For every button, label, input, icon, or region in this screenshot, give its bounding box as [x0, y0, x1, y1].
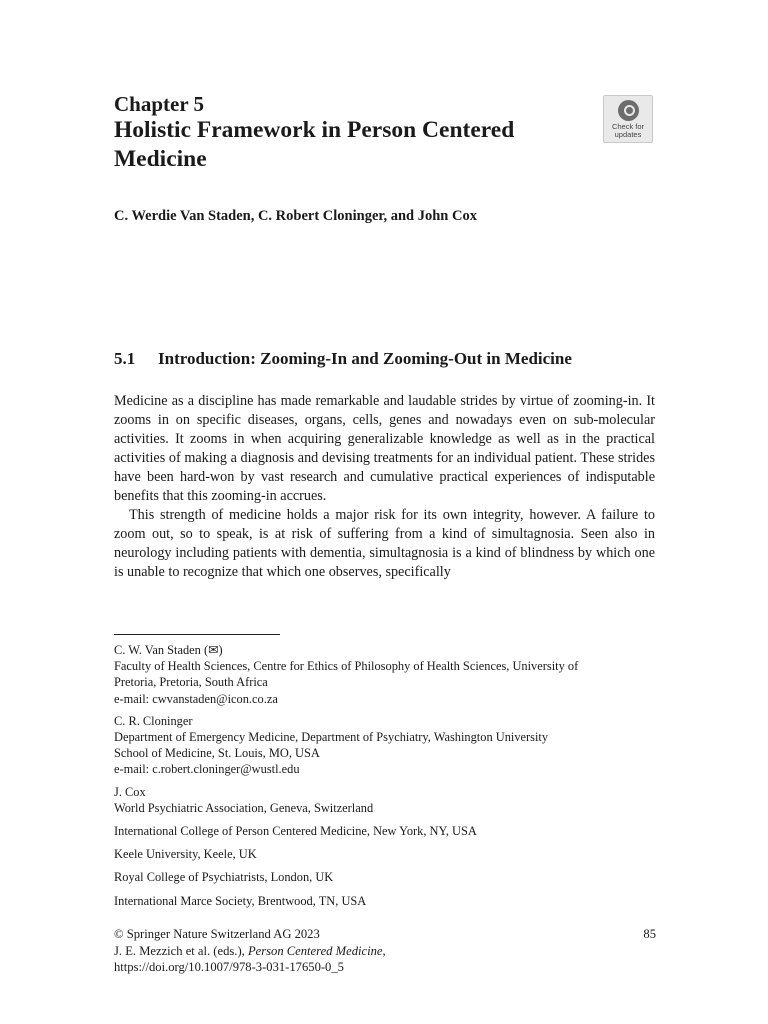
section-heading: [114, 348, 572, 369]
copyright-block: [114, 926, 386, 976]
footnote-affiliation: Department of Emergency Medicine, Department of Psychiatry, Washington University: [114, 730, 549, 745]
paragraph-1: Medicine as a discipline has made remarkable and laudable strides by virtue of zooming-in. It zooms in on specific diseases, organs, cells, genes and nowadays even on sub-molecular activities. It zooms in when acquiring generalizable knowledge as well as in the practical activities of making a diagnosis and devising treatments for an individual patient. These strides have been hard-won by vast research and cumulative practical experiences of indisputable benefits that this zooming-in accrues.: [114, 393, 655, 504]
book-citation: J. E. Mezzich et al. (eds.), Person Centered Medicine,: [114, 943, 386, 958]
footnote-divider: [114, 634, 280, 635]
footnote-author-3: [114, 784, 655, 816]
author-list: C. Werdie Van Staden, C. Robert Cloninger, and John Cox: [114, 208, 477, 224]
footnote-name: C. R. Cloninger: [114, 713, 193, 728]
section-number: 5.1: [114, 349, 136, 368]
footnote-author-1: [114, 642, 655, 707]
badge-line-1: Check for: [611, 122, 645, 131]
check-for-updates-badge[interactable]: [603, 95, 653, 143]
chapter-label: Chapter 5: [114, 92, 205, 116]
book-title: Person Centered Medicine: [247, 943, 383, 958]
footnote-email[interactable]: e-mail: c.robert.cloninger@wustl.edu: [114, 762, 300, 777]
body-text: [114, 392, 655, 582]
badge-line-2: updates: [614, 130, 642, 139]
paragraph-2: This strength of medicine holds a major risk for its own integrity, however. A failure to zoom out, so to speak, is at risk of suffering from a kind of simultagnosia. Seen also in neurology including patients with dementia, simultagnosia is a kind of blindness by which one is unable to recognize that which one observes, specifically: [114, 507, 655, 580]
footnote-affiliation-extra: Royal College of Psychiatrists, London, UK: [114, 870, 334, 885]
author-footnotes: [114, 642, 655, 916]
footnote-email[interactable]: e-mail: cwvanstaden@icon.co.za: [114, 691, 278, 706]
footnote-affiliation: School of Medicine, St. Louis, MO, USA: [114, 746, 320, 761]
page-number: 85: [643, 927, 656, 941]
doi-link[interactable]: https://doi.org/10.1007/978-3-031-17650-0_5: [114, 960, 344, 974]
footnote-affiliation: Faculty of Health Sciences, Centre for Ethics of Philosophy of Health Sciences, University of: [114, 659, 579, 674]
footnote-name: J. Cox: [114, 784, 146, 799]
footnote-affiliation-extra: Keele University, Keele, UK: [114, 847, 257, 862]
chapter-title: Holistic Framework in Person Centered Medicine: [114, 117, 515, 172]
footnote-author-2: [114, 713, 655, 778]
footnote-affiliation-extra: International College of Person Centered Medicine, New York, NY, USA: [114, 824, 477, 839]
check-for-updates-icon: [618, 100, 639, 121]
footnote-affiliation-extra: International Marce Society, Brentwood, TN, USA: [114, 893, 367, 908]
footnote-name: C. W. Van Staden (✉): [114, 643, 223, 657]
footnote-affiliation: Pretoria, Pretoria, South Africa: [114, 675, 268, 690]
footnote-affiliation: World Psychiatric Association, Geneva, Switzerland: [114, 800, 374, 815]
section-title: Introduction: Zooming-In and Zooming-Out in Medicine: [158, 349, 572, 368]
copyright-notice: © Springer Nature Switzerland AG 2023: [114, 927, 320, 941]
